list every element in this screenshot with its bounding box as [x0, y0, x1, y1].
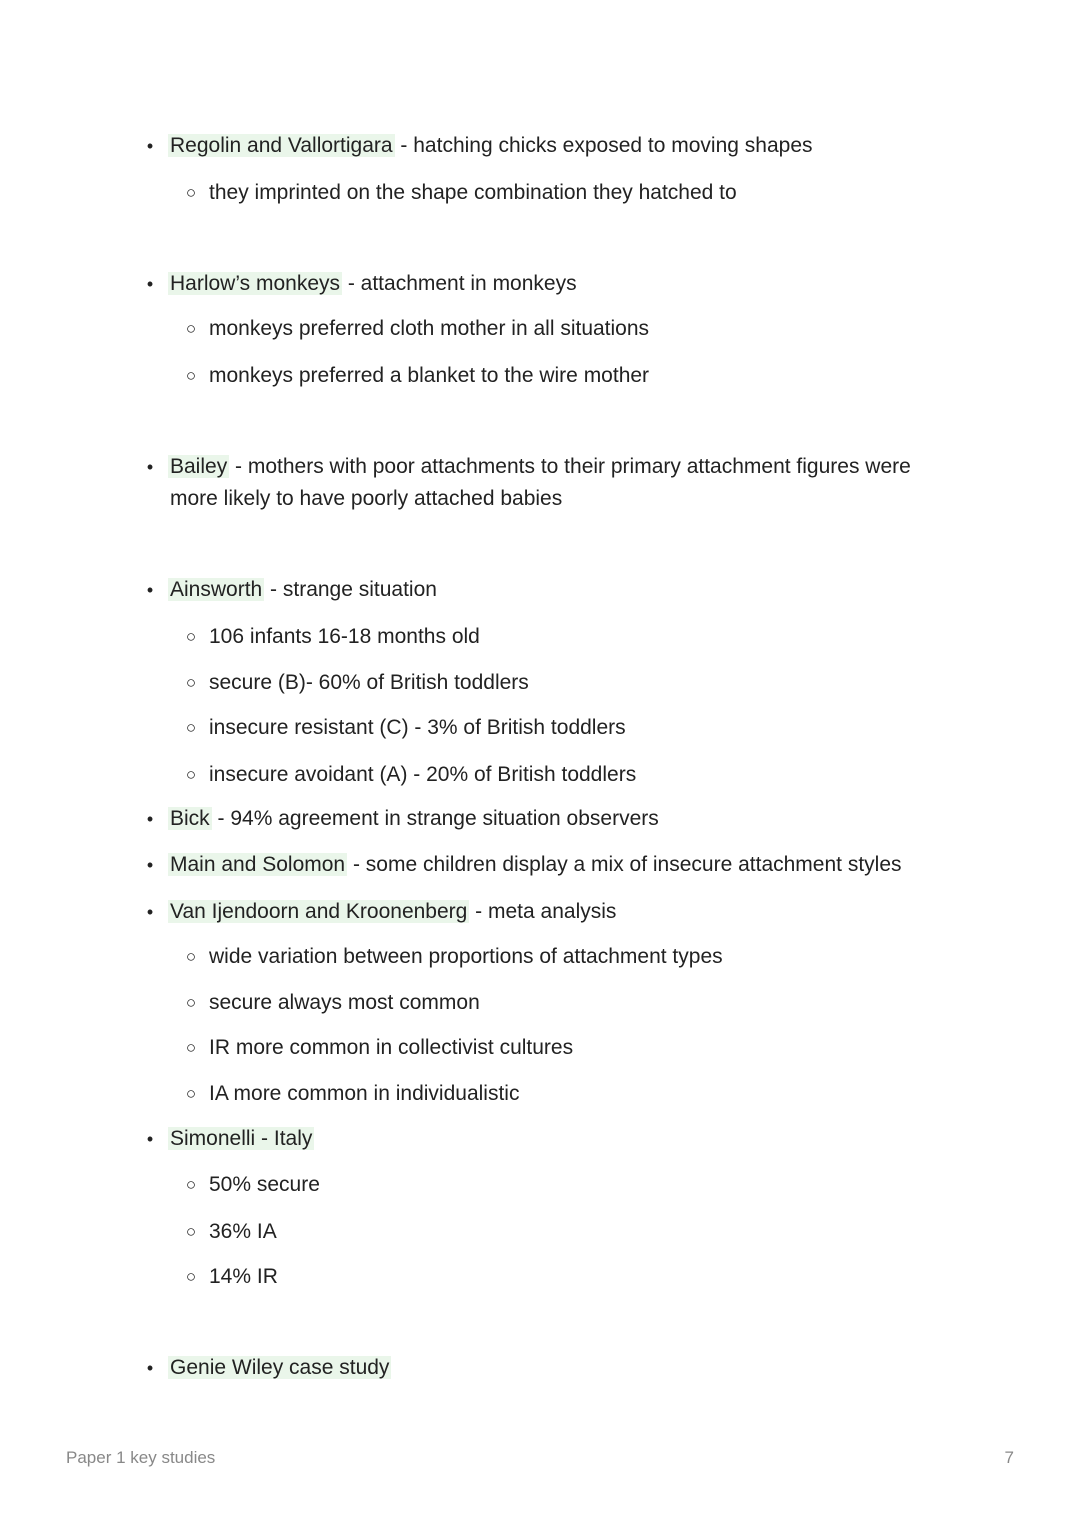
bullet-icon: • [146, 274, 154, 294]
sub-item-text: IR more common in collectivist cultures [209, 1036, 574, 1059]
study-summary: - 94% agreement in strange situation observers [211, 807, 659, 830]
bullet-icon: • [146, 1358, 154, 1378]
sub-item-text: insecure resistant (C) - 3% of British toddlers [209, 716, 626, 739]
study-summary: - mothers with poor attachments to their primary attachment figures were [229, 455, 911, 478]
bullet-icon: • [146, 457, 154, 477]
sub-item-text: IA more common in individualistic [209, 1082, 520, 1105]
bullet-icon: • [146, 1129, 154, 1149]
circle-bullet-icon: ○ [185, 1267, 197, 1286]
sub-item-text: 36% IA [209, 1220, 277, 1243]
bullet-icon: • [146, 809, 154, 829]
circle-bullet-icon: ○ [185, 366, 197, 385]
study-summary: - some children display a mix of insecure attachment styles [347, 853, 902, 876]
circle-bullet-icon: ○ [185, 183, 197, 202]
sub-item-text: wide variation between proportions of attachment types [209, 945, 723, 968]
bullet-icon: • [146, 902, 154, 922]
sub-item-text: monkeys preferred cloth mother in all situations [209, 317, 650, 340]
circle-bullet-icon: ○ [185, 765, 197, 784]
circle-bullet-icon: ○ [185, 1038, 197, 1057]
study-name: Bailey [170, 455, 228, 478]
bullet-icon: • [146, 580, 154, 600]
study-name: Van Ijendoorn and Kroonenberg [170, 900, 468, 923]
circle-bullet-icon: ○ [185, 1175, 197, 1194]
footer-title: Paper 1 key studies [66, 1448, 216, 1467]
study-name: Bick [170, 807, 210, 830]
sub-item-text: they imprinted on the shape combination they hatched to [209, 181, 737, 204]
study-summary: - strange situation [264, 578, 437, 601]
sub-item-text: secure (B)- 60% of British toddlers [209, 671, 529, 694]
sub-item-text: 106 infants 16-18 months old [209, 625, 480, 648]
sub-item-text: 50% secure [209, 1173, 320, 1196]
circle-bullet-icon: ○ [185, 673, 197, 692]
sub-item-text: secure always most common [209, 991, 480, 1014]
study-name: Harlow’s monkeys [170, 272, 340, 295]
circle-bullet-icon: ○ [185, 947, 197, 966]
circle-bullet-icon: ○ [185, 319, 197, 338]
study-name: Ainsworth [170, 578, 263, 601]
study-name: Genie Wiley case study [170, 1356, 390, 1379]
circle-bullet-icon: ○ [185, 993, 197, 1012]
circle-bullet-icon: ○ [185, 1222, 197, 1241]
study-summary: - attachment in monkeys [342, 272, 577, 295]
study-name: Simonelli - Italy [170, 1127, 313, 1150]
sub-item-text: insecure avoidant (A) - 20% of British toddlers [209, 763, 637, 786]
bullet-icon: • [146, 136, 154, 156]
study-summary: - meta analysis [469, 900, 617, 923]
circle-bullet-icon: ○ [185, 1084, 197, 1103]
study-summary: - hatching chicks exposed to moving shapes [394, 134, 813, 157]
bullet-icon: • [146, 855, 154, 875]
page-number: 7 [1004, 1448, 1014, 1467]
study-name: Main and Solomon [170, 853, 346, 876]
sub-item-text: monkeys preferred a blanket to the wire mother [209, 364, 650, 387]
circle-bullet-icon: ○ [185, 718, 197, 737]
sub-item-text: 14% IR [209, 1265, 278, 1288]
study-summary-continued: more likely to have poorly attached babies [170, 487, 563, 510]
study-name: Regolin and Vallortigara [170, 134, 393, 157]
circle-bullet-icon: ○ [185, 627, 197, 646]
